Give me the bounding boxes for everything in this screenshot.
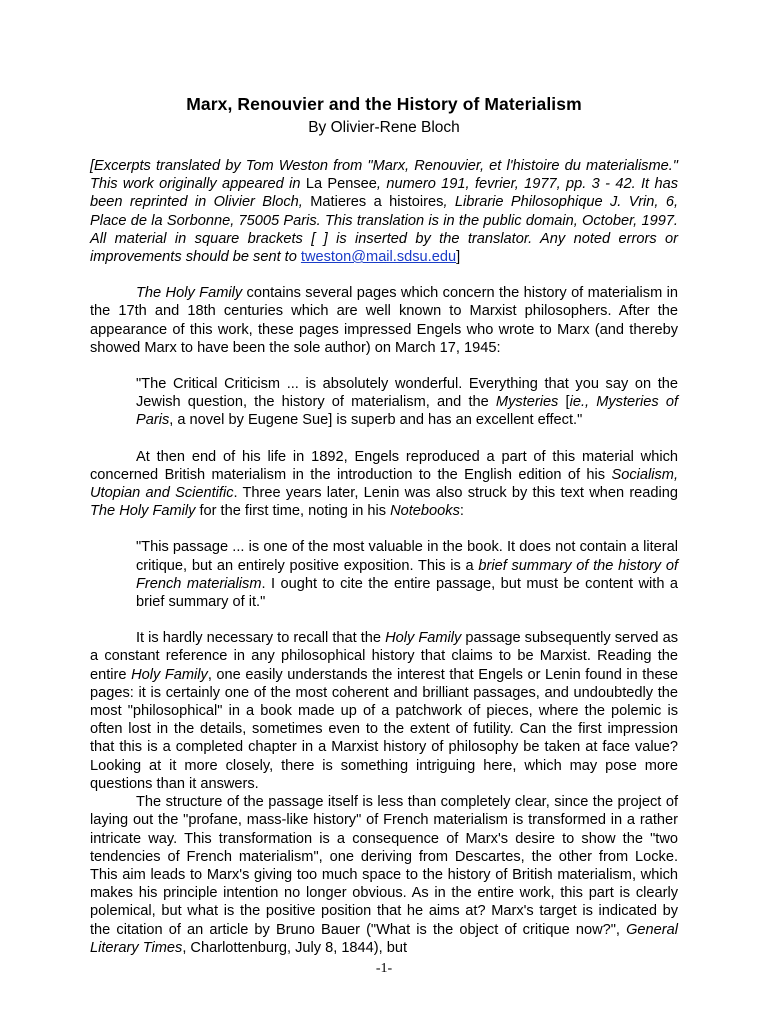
- block-quote: [136, 375, 678, 430]
- quote-text: , a novel by Eugene Sue] is superb and has an excellent effect.": [169, 412, 583, 429]
- paragraph-text: contains several pages which concern the history of materialism in the 17th and 18th centuries which are well known to Marxist philosophers. After the appearance of this work, these pages impressed Engels who wrote to Marx (and thereby showed Marx to have been the sole author) on March 17, 1945:: [90, 285, 679, 356]
- book-title: The Holy Family: [90, 503, 196, 520]
- paragraph-text: The structure of the passage itself is less than completely clear, since the project of laying out the "profane, mass-like history" of French materialism is transformed in a rather intricate way. This transformation is a consequence of Marx's desire to show the "two tendencies of French materialism", one deriving from Descartes, the other from Locke. This aim leads to Marx's giving too much space to the history of British materialism, which makes his principle intention no longer obvious. As in the entire work, this part is clearly polemical, but what is the positive position that he aims at? Marx's target is indicated by the citation of an article by Bruno Bauer ("What is the object of critique now?",: [90, 794, 678, 938]
- document-byline: By Olivier-Rene Bloch: [308, 119, 460, 136]
- paragraph: [90, 793, 678, 957]
- paragraph-text: passage subsequently served as a constant reference in any philosophical history that claims to be Marxist. Reading the entire: [90, 630, 678, 683]
- quote-text: . I ought to cite the entire passage, but must be content with a brief summary of it.": [136, 575, 679, 611]
- note-text: Matieres a histoires: [310, 194, 444, 211]
- emphasis: brief summary of the history of French materialism: [136, 557, 679, 592]
- paragraph-text: It is hardly necessary to recall that the: [136, 630, 386, 647]
- book-title: ie., Mysteries of Paris: [136, 394, 679, 429]
- periodical-title: General Literary Times: [90, 921, 678, 956]
- book-title: Holy Family: [131, 666, 208, 683]
- paragraph-text: , one easily understands the interest that Engels or Lenin found in these pages: it is certainly one of the most coherent and brilliant passages, and undoubtedly the most "philosophical" in a book made up of a patchwork of pieces, where the polemic is often lost in the details, sometimes even to the extent of futility. Can the first impression that this is a completed chapter in a Marxist history of philosophy be taken at face value? Looking at it more closely, there is something intriguing here, which may pose more questions than it answers.: [90, 666, 678, 792]
- email-link[interactable]: tweston@mail.sdsu.edu: [300, 249, 457, 266]
- translator-note: [90, 157, 678, 266]
- document-title: Marx, Renouvier and the History of Materialism: [186, 94, 582, 114]
- paragraph-text: for the first time, noting in his: [195, 503, 391, 520]
- paragraph: [90, 629, 678, 793]
- quote-text: "The Critical Criticism ... is absolutely wonderful. Everything that you say on the Jewish question, the history of materialism, and the: [136, 376, 678, 411]
- book-title: The Holy Family: [136, 285, 243, 302]
- page-number: -1-: [375, 961, 393, 976]
- note-text: ]: [456, 249, 461, 266]
- book-title: Socialism, Utopian and Scientific: [90, 466, 678, 502]
- document-body: [90, 157, 678, 957]
- paragraph-text: At then end of his life in 1892, Engels reproduced a part of this material which concerned British materialism in the introduction to the English edition of his: [90, 448, 678, 483]
- paragraph: [90, 284, 678, 357]
- block-quote: [136, 538, 678, 611]
- note-text: , Librarie Philosophique J. Vrin, 6, Place de la Sorbonne, 75005 Paris. This translation is in the public domain, October, 1997. All material in square brackets [ ] is inserted by the translator. Any noted errors or improvements should be sent to: [90, 194, 679, 266]
- note-text: La Pensee: [305, 176, 377, 193]
- book-title: Holy Family: [385, 630, 462, 647]
- paragraph: [90, 448, 678, 521]
- paragraph-text: . Three years later, Lenin was also struck by this text when reading: [233, 485, 679, 502]
- paragraph-text: :: [459, 503, 464, 520]
- book-title: Mysteries: [495, 394, 559, 411]
- quote-text: "This passage ... is one of the most valuable in the book. It does not contain a literal critique, but an entirely positive exposition. This is a: [136, 539, 678, 574]
- note-text: [Excerpts translated by Tom Weston from "Marx, Renouvier, et l'histoire du materialisme." This work originally appeared in: [90, 158, 678, 193]
- book-title: Notebooks: [390, 503, 460, 520]
- note-text: , numero 191, fevrier, 1977, pp. 3 - 42. It has been reprinted in Olivier Bloch,: [90, 176, 678, 211]
- quote-text: [: [558, 394, 570, 411]
- paragraph-text: , Charlottenburg, July 8, 1844), but: [182, 939, 408, 956]
